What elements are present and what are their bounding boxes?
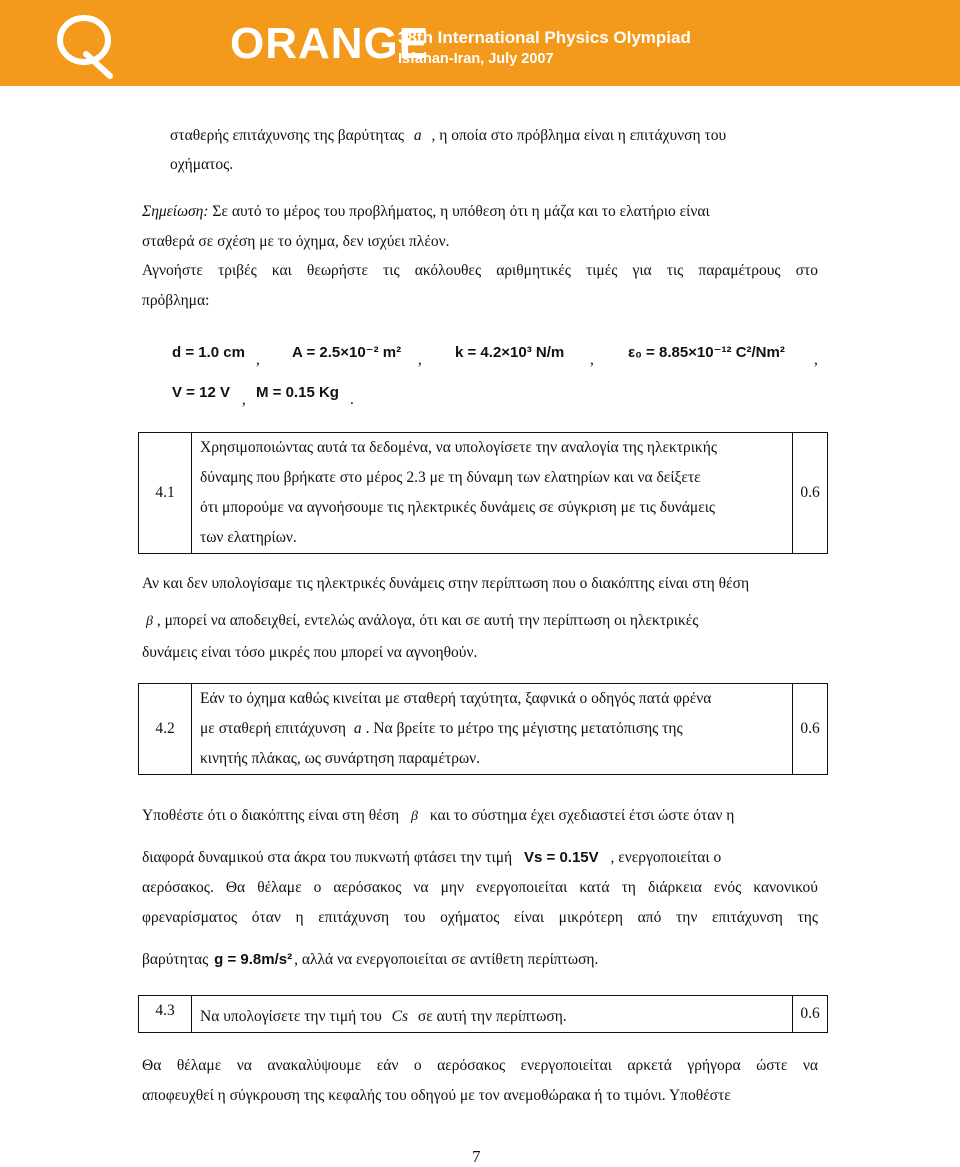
olympiad-subtitle: Isfahan-Iran, July 2007 [398, 51, 554, 67]
question-points: 0.6 [793, 684, 828, 775]
param-M: M = 0.15 Kg [256, 384, 339, 401]
question-4-1-table [138, 432, 828, 554]
equation-g: g = 9.8m/s² [214, 951, 293, 968]
note-label: Σημείωση: [142, 203, 209, 220]
sep: , [590, 351, 594, 368]
p4-line3: αερόσακος. Θα θέλαμε ο αερόσακος να μην ενεργοποιείται κατά τη διάρκεια ενός κανονικού [142, 879, 818, 896]
p1-line2: οχήματος. [170, 156, 234, 173]
q41-line2: δύναμης που βρήκατε στο μέρος 2.3 με τη δύναμη των ελατηρίων και να δείξετε [200, 469, 701, 486]
p4-line5: βαρύτητας g = 9.8m/s² , αλλά να ενεργοποιείται σε αντίθετη περίπτωση. [142, 951, 599, 968]
q42-line3: κινητής πλάκας, ως συνάρτηση παραμέτρων. [200, 750, 481, 767]
q42-line2: με σταθερή επιτάχυνση a . Να βρείτε το μέτρο της μέγιστης μετατόπισης της [200, 720, 683, 737]
brand-name: ORANGE [230, 19, 430, 68]
p3-line2: β , μπορεί να αποδειχθεί, εντελώς ανάλογα, ότι και σε αυτή την περίπτωση οι ηλεκτρικές [146, 612, 699, 629]
param-V: V = 12 V [172, 384, 230, 401]
symbol-a: a [353, 720, 362, 737]
question-number: 4.2 [139, 684, 192, 775]
question-number: 4.1 [139, 433, 192, 554]
question-body [192, 684, 793, 775]
p2-line1: Αγνοήστε τριβές και θεωρήστε τις ακόλουθες αριθμητικές τιμές για τις παραμέτρους στο [142, 262, 818, 279]
p4-line2: διαφορά δυναμικού στα άκρα του πυκνωτή φτάσει την τιμή Vs = 0.15V , ενεργοποιείται ο [142, 849, 722, 866]
sep: , [256, 351, 260, 368]
param-e0: ε₀ = 8.85×10⁻¹² C²/Nm² [628, 344, 785, 361]
p1-line1: σταθερής επιτάχυνσης της βαρύτητας a , η οποία στο πρόβλημα είναι η επιτάχυνση του [170, 127, 727, 144]
question-body: Να υπολογίσετε την τιμή του Cs σε αυτή την περίπτωση. [192, 996, 793, 1033]
q41-line1: Χρησιμοποιώντας αυτά τα δεδομένα, να υπολογίσετε την αναλογία της ηλεκτρικής [200, 439, 717, 456]
question-points: 0.6 [793, 996, 828, 1033]
p5-line2: αποφευχθεί η σύγκρουση της κεφαλής του οδηγού με τον ανεμοθώρακα ή το τιμόνι. Υποθέστε [142, 1087, 731, 1104]
q41-line3: ότι μπορούμε να αγνοήσουμε τις ηλεκτρικές δυνάμεις σε σύγκριση με τις δυνάμεις [200, 499, 716, 516]
param-d: d = 1.0 cm [172, 344, 245, 361]
symbol-a: a [413, 127, 422, 144]
p4-line4: φρεναρίσματος όταν η επιτάχυνση του οχήματος είναι μικρότερη από την επιτάχυνση της [142, 909, 818, 926]
sep: , [242, 391, 246, 408]
p3-line1: Αν και δεν υπολογίσαμε τις ηλεκτρικές δυνάμεις στην περίπτωση που ο διακόπτης είναι στη θέση [142, 575, 750, 592]
page-number: 7 [472, 1147, 481, 1166]
equation-vs: Vs = 0.15V [524, 849, 599, 866]
note-line1: Σημείωση: Σε αυτό το μέρος του προβλήματος, η υπόθεση ότι η μάζα και το ελατήριο είναι [142, 203, 710, 220]
param-A: A = 2.5×10⁻² m² [292, 344, 402, 361]
question-4-3-table [138, 995, 828, 1033]
sep: , [814, 351, 818, 368]
end-period: . [350, 391, 354, 408]
p5-line1: Θα θέλαμε να ανακαλύψουμε εάν ο αερόσακος ενεργοποιείται αρκετά γρήγορα ώστε να [142, 1057, 818, 1074]
q41-line4: των ελατηρίων. [200, 529, 297, 546]
question-4-2-table [138, 683, 828, 775]
question-number: 4.3 [139, 996, 192, 1033]
param-k: k = 4.2×10³ N/m [455, 344, 565, 361]
olympiad-q-logo [48, 10, 118, 80]
symbol-beta: β [411, 809, 418, 824]
header-banner [0, 0, 960, 86]
question-body [192, 433, 793, 554]
olympiad-title: 38th International Physics Olympiad [398, 28, 691, 47]
p4-line1: Υποθέστε ότι ο διακόπτης είναι στη θέση β και το σύστημα έχει σχεδιαστεί έτσι ώστε όταν η [142, 807, 735, 824]
p3-line3: δυνάμεις είναι τόσο μικρές που μπορεί να αγνοηθούν. [142, 644, 478, 661]
symbol-beta: β [146, 614, 153, 629]
sep: , [418, 351, 422, 368]
symbol-cs: Cs [391, 1008, 409, 1025]
p2-line2: πρόβλημα: [142, 292, 210, 309]
note-line2: σταθερά σε σχέση με το όχημα, δεν ισχύει πλέον. [142, 233, 450, 250]
q42-line1: Εάν το όχημα καθώς κινείται με σταθερή ταχύτητα, ξαφνικά ο οδηγός πατά φρένα [200, 690, 712, 707]
question-points: 0.6 [793, 433, 828, 554]
